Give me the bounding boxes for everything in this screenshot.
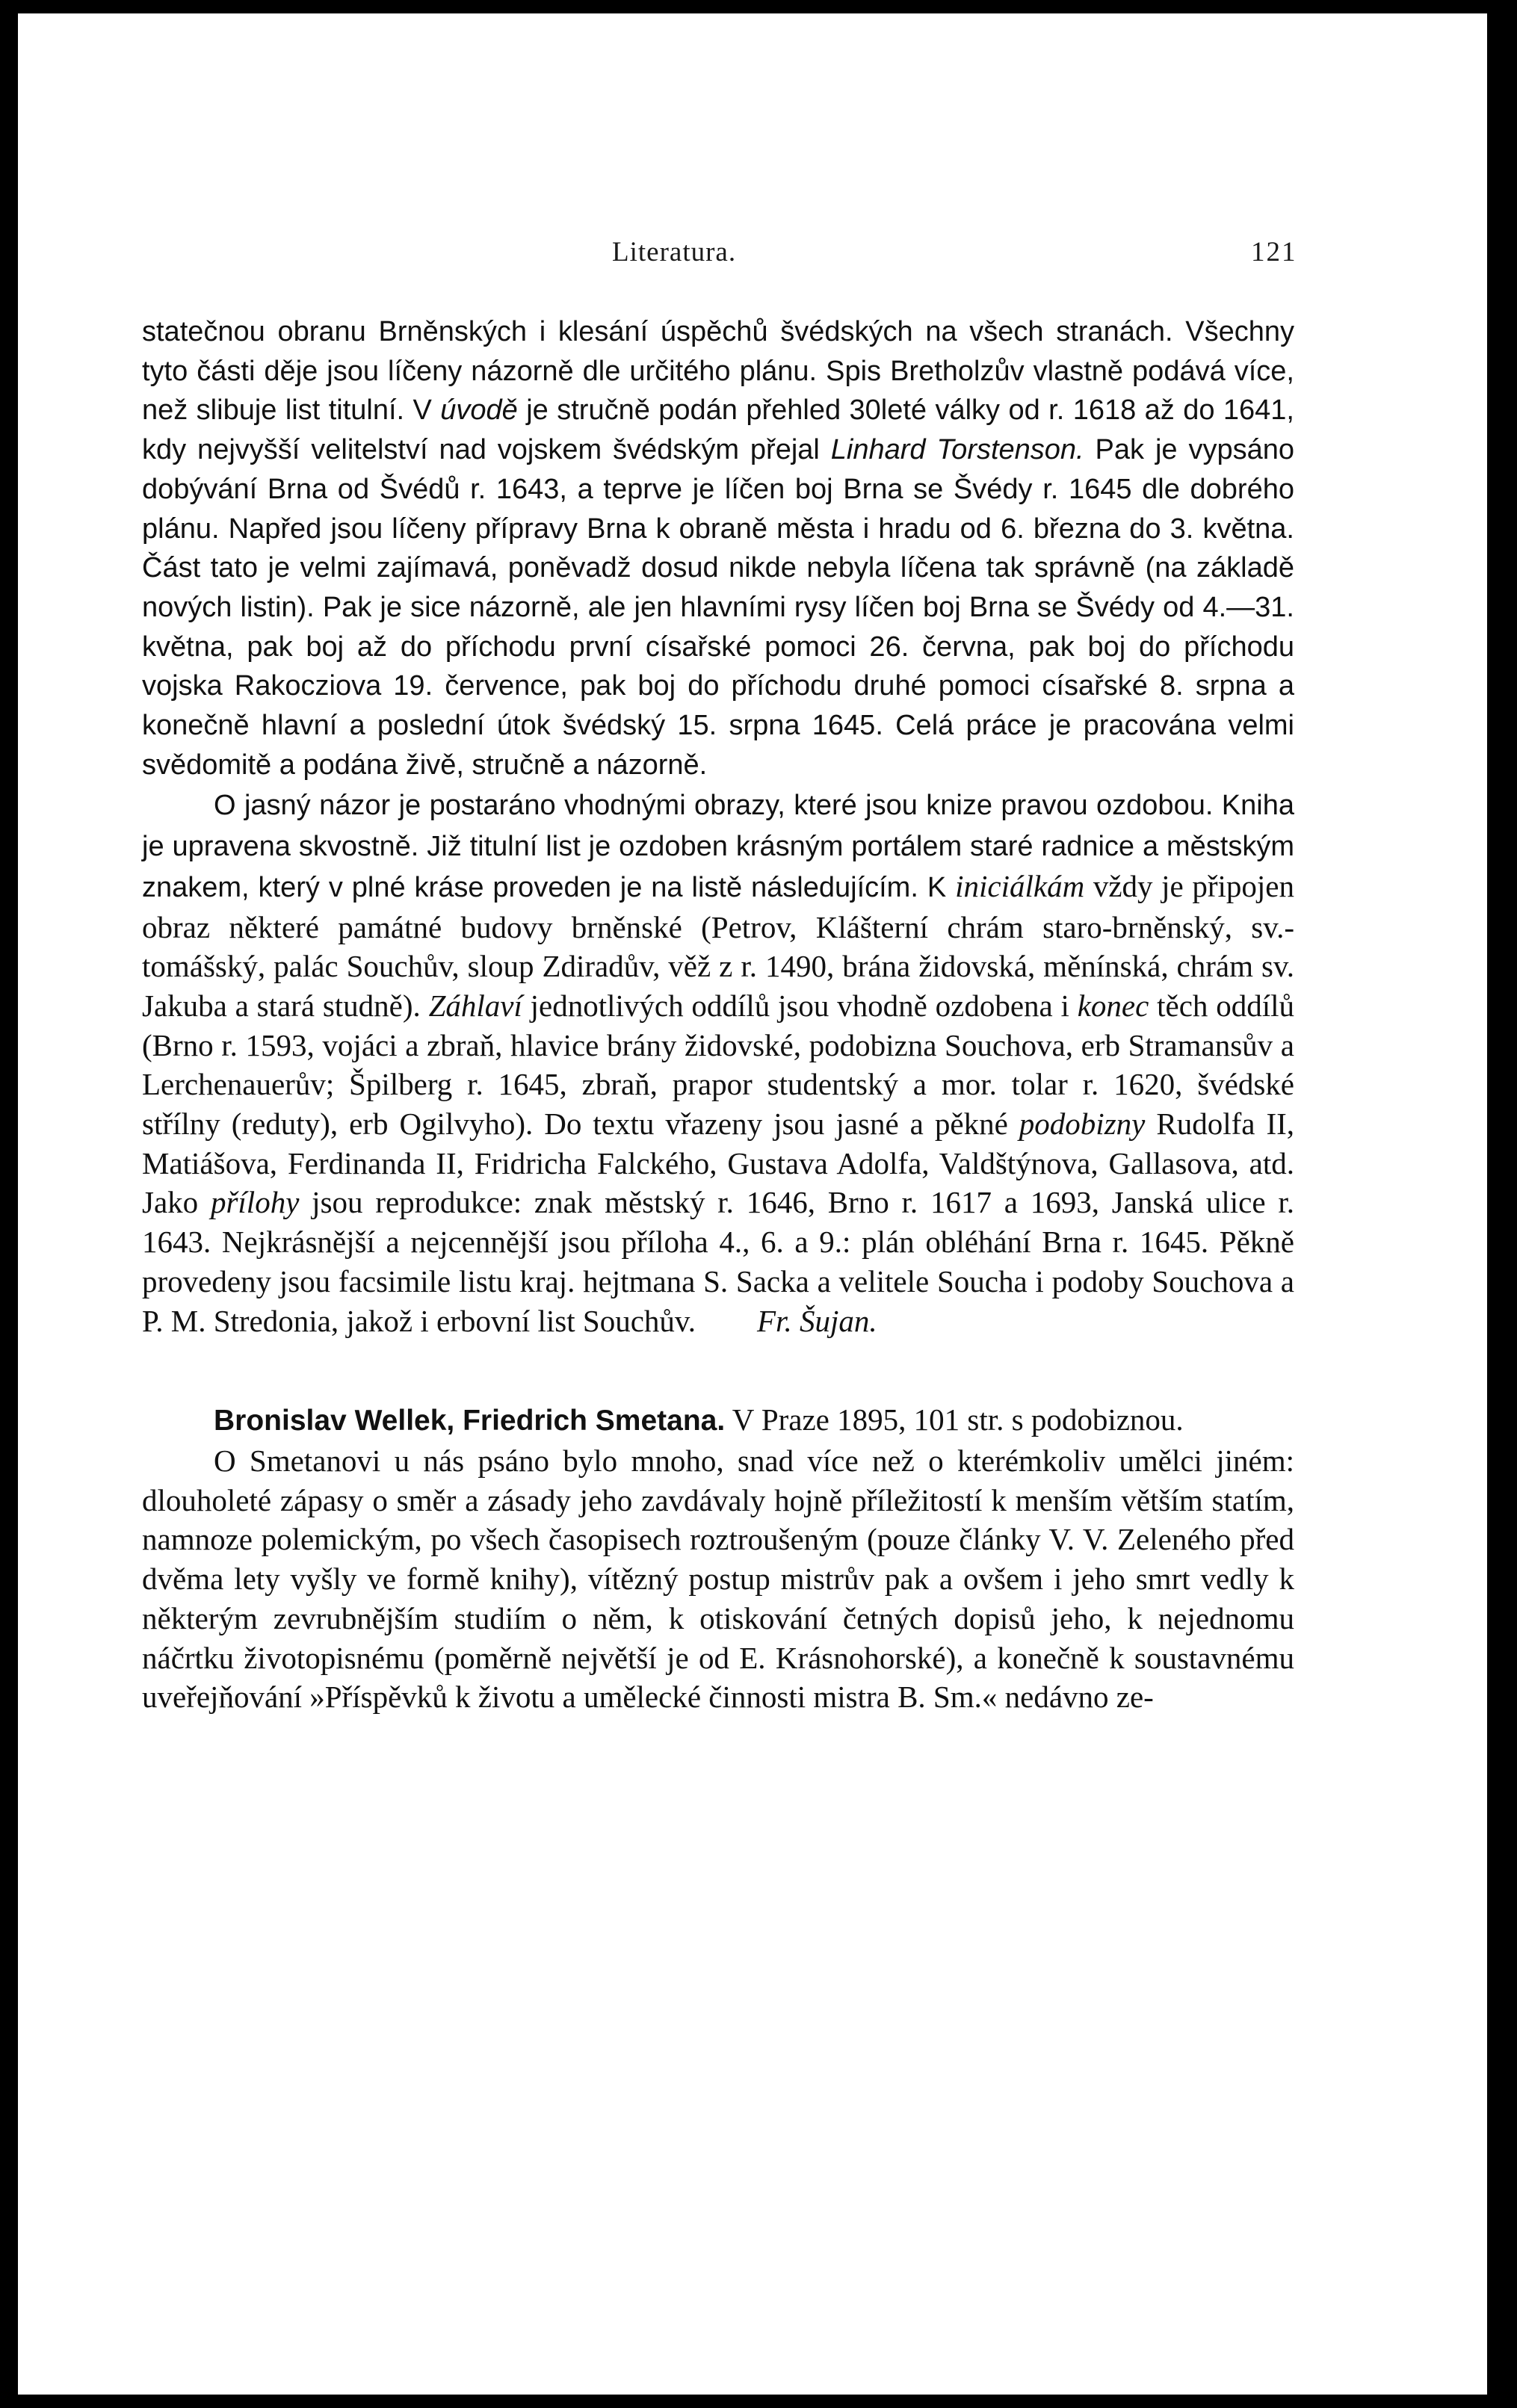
italic-run: úvodě	[440, 394, 518, 427]
body-text	[142, 312, 1294, 1717]
text-run: vždy je připojen obraz některé památné budovy brněnské (Petrov, Klášterní chrám staro-brněnský, sv.-tomášský, palác Souchův, sloup Zdiradův, věž z r. 1490, brána židovská, měnínská, chrám sv. Jakuba a stará studně).	[142, 868, 1295, 1023]
italic-run: konec	[1077, 988, 1149, 1023]
review2-authors: Bronislav Wellek, Friedrich Smetana.	[214, 1405, 726, 1437]
section-gap	[142, 1340, 1294, 1400]
text-run: Rudolfa II, Matiášova, Ferdinanda II, Fridricha Falckého, Gustava Adolfa, Valdštýnova, Gallasova, atd. Jako	[142, 1106, 1294, 1220]
text-run: O jasný názor je postaráno vhodnými obrazy, které jsou knize pravou ozdobou. Kniha je upravena skvostně. Již titulní list je ozdoben krásným portálem staré radnice a městským znakem, který v plné kráse proveden je na listě následujícím. K	[142, 790, 1294, 903]
review2-paragraph-1: O Smetanovi u nás psáno bylo mnoho, snad více než o kterémkoliv umělci jiném: dlouholeté zápasy o směr a zásady jeho zavdávaly hojně příležitostí k menším větším statím, namnoze polemickým, po všech časopisech roztroušeným (pouze články V. V. Zeleného před dvěma lety vyšly ve formě knihy), vítězný postup mistrův pak a ovšem i jeho smrt vedly k některým zevrubnějším studiím o něm, k otiskování četných dopisů jeho, k nejednomu náčrtku životopisnému (poměrně největší je od E. Krásnohorské), a konečně k soustavnému uveřejňování »Příspěvků k životu a umělecké činnosti mistra B. Sm.« nedávno ze-	[142, 1443, 1294, 1715]
review1-paragraph-1	[142, 312, 1294, 784]
review2-imprint: V Praze 1895, 101 str. s podobiznou.	[725, 1402, 1184, 1437]
text-run: Pak je vypsáno dobývání Brna od Švédů r. 1643, a teprve je líčen boj Brna se Švédy r. 1645 dle dobrého plánu. Napřed jsou líčeny přípravy Brna k obraně města i hradu od 6. března do 3. května. Část tato je velmi zajímavá, poněvadž dosud nikde nebyla líčena tak správně (na základě nových listin). Pak je sice názorně, ale jen hlavními rysy líčen boj Brna se Švédy od 4.—31. května, pak boj až do příchodu první císařské pomoci 26. června, pak boj do příchodu vojska Rakocziova 19. července, pak boj do příchodu druhé pomoci císařské 8. srpna a konečně hlavní a poslední útok švédský 15. srpna 1645. Celá práce je pracována velmi svědomitě a podána živě, stručně a názorně.	[142, 434, 1294, 781]
italic-run: iniciálkám	[955, 868, 1085, 903]
document-page	[18, 13, 1487, 2395]
running-title: Literatura.	[612, 237, 737, 267]
text-run: těch oddílů (Brno r. 1593, vojáci a zbraň, hlavice brány židovské, podobizna Souchova, erb Stramansův a Lerchenauerův; Špilberg r. 1645, zbraň, prapor studentský a mor. tolar r. 1620, švédské střílny (reduty), erb Ogilvyho). Do textu vřazeny jsou jasné a pěkné	[142, 988, 1294, 1142]
review-signature: Fr. Šujan.	[756, 1303, 877, 1338]
text-run: jsou reprodukce: znak městský r. 1646, Brno r. 1617 a 1693, Janská ulice r. 1643. Nejkrásnější a nejcennější jsou příloha 4., 6. a 9.: plán obléhání Brna r. 1645. Pěkně provedeny jsou facsimile listu kraj. hejtmana S. Sacka a velitele Soucha i podoby Souchova a P. M. Stredonia, jakož i erbovní list Souchův.	[142, 1185, 1295, 1338]
text-run: je stručně podán přehled 30leté války od r. 1618 až do 1641, kdy nejvyšší velitelství nad vojskem švédským přejal	[142, 394, 1294, 466]
page-header	[18, 236, 1487, 273]
text-run: statečnou obranu Brněnských i klesání úspěchů švédských na všech stranách. Všechny tyto části děje jsou líčeny názorně dle určitého plánu. Spis Bretholzův vlastně podává více, než slibuje list titulní. V	[142, 316, 1294, 427]
review1-paragraph-2	[142, 784, 1294, 1340]
italic-run: Linhard Torstenson.	[830, 434, 1084, 466]
italic-run: přílohy	[210, 1185, 300, 1220]
italic-run: Záhlaví	[428, 988, 522, 1023]
italic-run: podobizny	[1019, 1106, 1146, 1142]
text-run: jednotlivých oddílů jsou vhodně ozdobena i	[522, 988, 1078, 1023]
review2-heading	[142, 1400, 1294, 1441]
page-number: 121	[1251, 237, 1297, 267]
